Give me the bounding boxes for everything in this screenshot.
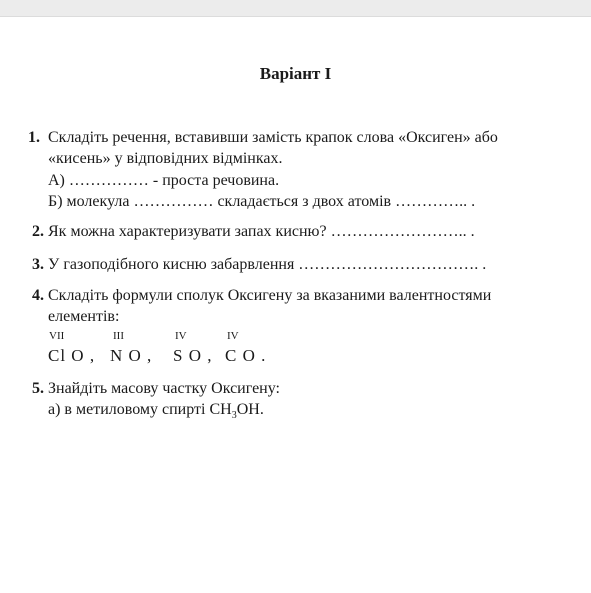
question-3-text: У газоподібного кисню забарвлення ……………………………. . <box>48 256 487 273</box>
question-1 <box>28 128 40 148</box>
question-2-number: 2. <box>32 223 44 240</box>
question-1-b: Б) молекула …………… складається з двох атомів ………….. . <box>48 193 476 210</box>
question-1-a: А) …………… - проста речовина. <box>48 172 280 189</box>
formula-item: S O , <box>173 346 213 365</box>
question-5-a-suffix: OH. <box>236 401 264 418</box>
page-title: Варіант І <box>259 64 332 83</box>
question-5-a <box>48 400 264 426</box>
question-2-text: Як можна характеризувати запах кисню? …………………….. . <box>48 223 475 240</box>
formula-item: Cl O , <box>48 346 96 365</box>
valence-label: III <box>113 330 124 342</box>
question-5 <box>32 379 280 399</box>
question-3-number: 3. <box>32 256 44 273</box>
question-1-line-2: «кисень» у відповідних відмінках. <box>48 150 283 167</box>
question-4-number: 4. <box>32 287 44 304</box>
question-1-number: 1. <box>28 129 40 146</box>
question-5-line-1: Знайдіть масову частку Оксигену: <box>48 380 280 397</box>
question-4-line-1: Складіть формули сполук Оксигену за вказаними валентностями <box>48 287 492 304</box>
question-3 <box>32 255 486 275</box>
question-1-line-1: Складіть речення, вставивши замість крапок слова «Оксиген» або <box>48 129 498 146</box>
valence-label: VII <box>49 330 65 342</box>
question-5-a-prefix: а) в метиловому спирті CH <box>48 401 232 418</box>
formula-item: C O . <box>225 346 267 365</box>
question-2 <box>32 222 475 242</box>
valence-label: IV <box>175 330 187 342</box>
valence-label: IV <box>227 330 239 342</box>
question-4-line-2: елементів: <box>48 308 120 325</box>
question-4 <box>32 286 491 306</box>
question-5-number: 5. <box>32 380 44 397</box>
formula-item: N O , <box>110 346 153 365</box>
question-5-a-subscript: 3 <box>231 410 237 422</box>
